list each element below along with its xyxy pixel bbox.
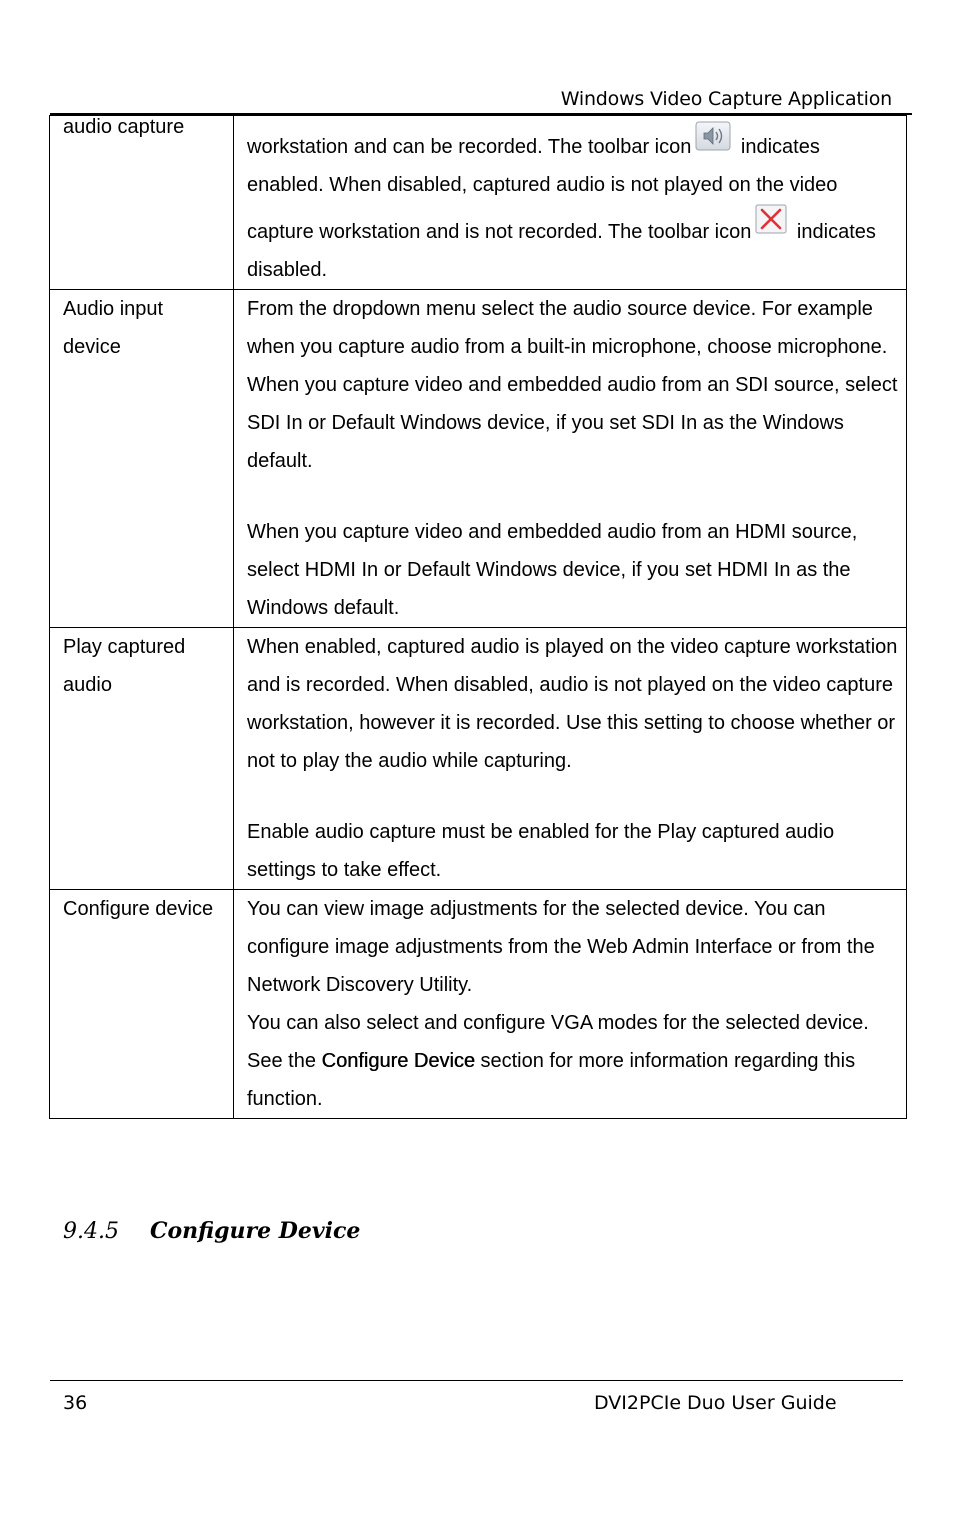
description-paragraph xyxy=(247,1042,898,1118)
description-paragraph: Enable audio capture must be enabled for the Play captured audio settings to take effect. xyxy=(247,821,835,881)
footer-doc-title: DVI2PCIe Duo User Guide xyxy=(594,1392,837,1414)
description-text: indicates disabled. xyxy=(247,221,876,281)
paragraph-spacer xyxy=(247,780,898,813)
description-paragraph: You can view image adjustments for the selected device. You can configure image adjustments from the Web Admin Interface or from the Network Discovery Utility. xyxy=(247,898,875,996)
description-cell xyxy=(234,116,907,290)
description-paragraph: You can also select and configure VGA modes for the selected device. xyxy=(247,1012,869,1034)
table-row xyxy=(50,290,907,628)
description-cell xyxy=(234,890,907,1119)
setting-name: Audio input device xyxy=(63,298,164,358)
settings-table xyxy=(49,115,907,1119)
description-text: section for more information regarding this function. xyxy=(247,1050,856,1110)
description-paragraph xyxy=(247,121,898,289)
setting-cell xyxy=(50,290,234,628)
setting-name: Configure device xyxy=(63,898,214,920)
speaker-icon xyxy=(695,121,731,151)
setting-cell xyxy=(50,890,234,1119)
close-x-icon xyxy=(755,204,787,234)
description-cell xyxy=(234,628,907,890)
description-paragraph: From the dropdown menu select the audio source device. For example when you capture audio from a built-in microphone, choose microphone. When you capture video and embedded audio from an SDI source, select SDI In or Default Windows device, if you set SDI In as the Windows default. xyxy=(247,298,898,472)
section-title: Configure Device xyxy=(150,1218,361,1244)
setting-name: Play captured audio xyxy=(63,636,186,696)
description-paragraph: When you capture video and embedded audio from an HDMI source, select HDMI In or Default Windows device, if you set HDMI In as the Windows default. xyxy=(247,521,858,619)
section-heading xyxy=(63,1218,360,1244)
table-row xyxy=(50,116,907,290)
description-paragraph: When enabled, captured audio is played on the video capture workstation and is recorded. When disabled, audio is not played on the video capture workstation, however it is recorded. Use this setting to choose whether or not to play the audio while capturing. xyxy=(247,636,898,772)
footer-rule xyxy=(50,1380,903,1381)
page-number: 36 xyxy=(63,1392,88,1414)
table-row xyxy=(50,628,907,890)
running-header: Windows Video Capture Application xyxy=(560,88,892,110)
description-text: indicates enabled. When disabled, captured audio is not played on the video capture workstation and is not recorded. The toolbar icon xyxy=(247,136,838,243)
paragraph-spacer xyxy=(247,480,898,513)
setting-cell xyxy=(50,116,234,290)
setting-name: audio capture xyxy=(63,116,185,138)
configure-device-link[interactable]: Configure Device xyxy=(321,1050,475,1072)
table-row xyxy=(50,890,907,1119)
description-text: See the xyxy=(247,1050,316,1072)
description-cell xyxy=(234,290,907,628)
section-number: 9.4.5 xyxy=(63,1219,119,1244)
setting-cell xyxy=(50,628,234,890)
description-text: workstation and can be recorded. The toolbar icon xyxy=(247,136,692,158)
